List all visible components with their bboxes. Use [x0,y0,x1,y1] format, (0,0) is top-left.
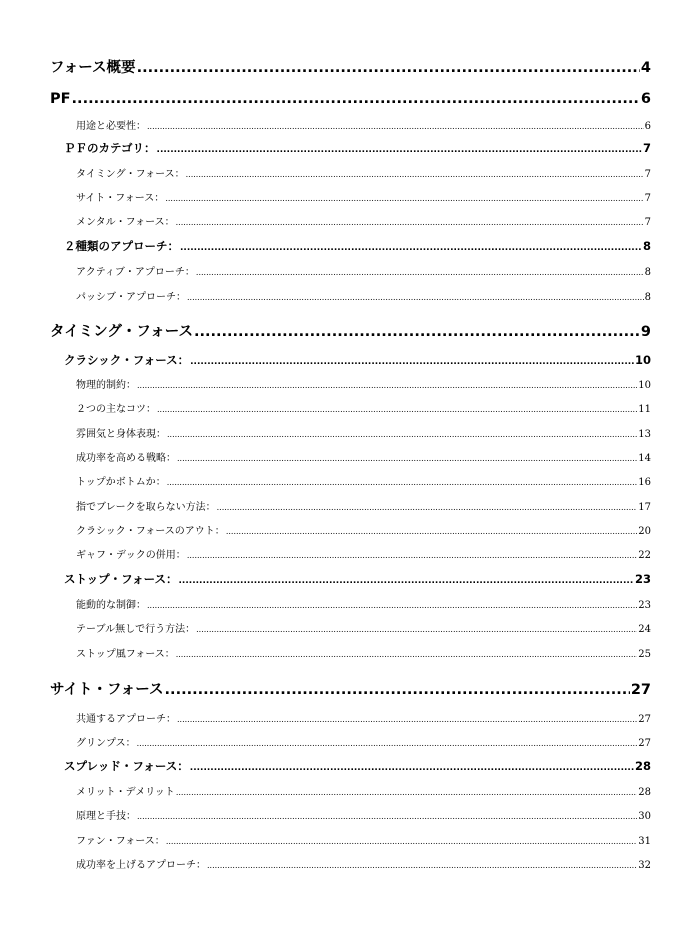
toc-entry-title: 用途と必要性： [76,121,146,132]
toc-entry-page-number: 24 [638,624,651,635]
toc-entry-level-3[interactable] [76,522,651,537]
toc-entry-page-number: 7 [644,169,651,180]
toc-entry-page-number: 6 [644,121,651,132]
toc-entry-level-3[interactable] [76,807,651,822]
toc-entry-level-3[interactable] [76,546,651,561]
toc-entry-level-3[interactable] [76,856,651,871]
toc-entry-title: 原理と手技： [76,811,136,822]
toc-entry-title: ストップ・フォース： [64,572,178,586]
toc-entry-page-number: 22 [638,550,651,561]
dot-leader [196,268,644,277]
toc-entry-page-number: 4 [640,60,651,76]
toc-entry-page-number: 20 [638,526,651,537]
toc-entry-level-3[interactable] [76,400,651,415]
toc-entry-page-number: 17 [638,502,651,513]
toc-entry-page-number: 25 [638,649,651,660]
dot-leader [207,861,637,870]
toc-entry-level-3[interactable] [76,596,651,611]
toc-entry-title: 物理的制約： [76,380,136,391]
dot-leader [165,194,643,203]
toc-entry-level-3[interactable] [76,376,651,391]
toc-entry-level-3[interactable] [76,832,651,847]
toc-entry-level-3[interactable] [76,263,651,278]
toc-entry-page-number: 30 [638,811,651,822]
toc-entry-title: パッシブ・アプローチ： [76,292,186,303]
toc-entry-title: トップかボトムか： [76,477,166,488]
toc-entry-page-number: 23 [638,600,651,611]
toc-entry-page-number: 23 [634,572,651,586]
toc-entry-page-number: 8 [644,267,651,278]
toc-entry-title: 能動的な制御： [76,600,146,611]
toc-entry-page-number: 13 [638,429,651,440]
toc-entry-page-number: 32 [638,860,651,871]
toc-entry-page-number: 28 [638,787,651,798]
dot-leader [157,145,642,155]
toc-entry-level-3[interactable] [76,165,651,180]
dot-leader [176,788,637,797]
toc-entry-page-number: 8 [642,239,651,253]
dot-leader [194,324,640,340]
toc-entry-title: ファン・フォース： [76,836,165,847]
dot-leader [167,430,637,439]
toc-entry-level-3[interactable] [76,425,651,440]
toc-entry-title: ２つの主なコツ： [76,404,156,415]
toc-entry-level-1[interactable] [50,91,651,107]
toc-entry-title: テーブル無しで行う方法： [76,624,196,635]
toc-entry-title: PF [50,91,71,107]
dot-leader [179,576,634,586]
toc-entry-page-number: 10 [638,380,651,391]
dot-leader [165,682,630,698]
toc-entry-page-number: 27 [638,714,651,725]
toc-entry-title: サイト・フォース： [76,193,165,204]
toc-entry-level-1[interactable] [50,56,651,77]
toc-entry-title: スプレッド・フォース： [64,759,189,773]
dot-leader [186,170,644,179]
toc-entry-page-number: 10 [634,353,651,367]
toc-entry-level-1[interactable] [50,678,651,699]
toc-entry-title: クラシック・フォースのアウト： [76,526,225,537]
toc-entry-level-2[interactable] [64,238,651,254]
dot-leader [177,715,637,724]
toc-entry-page-number: 7 [644,217,651,228]
dot-leader [217,503,638,512]
toc-entry-title: フォース概要 [50,60,136,76]
toc-entry-level-3[interactable] [76,710,651,725]
toc-entry-page-number: 7 [642,141,651,155]
dot-leader [190,763,634,773]
toc-entry-page-number: 27 [630,682,651,698]
toc-entry-page-number: 8 [644,292,651,303]
dot-leader [137,381,637,390]
dot-leader [187,293,644,302]
toc-entry-page-number: 31 [638,836,651,847]
dot-leader [137,812,637,821]
dot-leader [180,243,642,253]
dot-leader [72,91,640,107]
toc-entry-level-3[interactable] [76,783,651,798]
dot-leader [190,357,634,367]
toc-entry-page-number: 28 [634,759,651,773]
toc-entry-level-3[interactable] [76,189,651,204]
dot-leader [167,478,638,487]
toc-entry-title: タイミング・フォース： [76,169,185,180]
dot-leader [157,405,637,414]
dot-leader [147,601,637,610]
toc-entry-title: ＰＦのカテゴリ： [64,141,156,155]
toc-entry-title: メリット・デメリット [76,787,175,798]
toc-entry-title: 成功率を上げるアプローチ： [76,860,206,871]
dot-leader [196,625,637,634]
toc-entry-title: 指でブレークを取らない方法： [76,502,216,513]
toc-entry-page-number: 7 [644,193,651,204]
dot-leader [226,527,637,536]
toc-entry-level-3[interactable] [76,734,651,749]
toc-entry-title: メンタル・フォース： [76,217,175,228]
dot-leader [176,218,644,227]
toc-entry-page-number: 11 [638,404,651,415]
toc-entry-level-1[interactable] [50,320,651,341]
toc-entry-level-3[interactable] [76,473,651,488]
toc-entry-title: 成功率を高める戦略： [76,453,176,464]
toc-entry-title: サイト・フォース [50,682,164,698]
dot-leader [177,454,637,463]
toc-entry-title: クラシック・フォース： [64,353,190,367]
toc-entry-level-3[interactable] [76,620,651,635]
toc-entry-page-number: 6 [640,91,651,107]
toc-entry-level-3[interactable] [76,645,651,660]
toc-entry-level-3[interactable] [76,449,651,464]
dot-leader [166,837,637,846]
toc-entry-title: ２種類のアプローチ： [64,239,179,253]
toc-entry-page-number: 9 [640,324,651,340]
toc-entry-title: 共通するアプローチ： [76,714,176,725]
toc-entry-level-3[interactable] [76,213,651,228]
toc-entry-page-number: 14 [638,453,651,464]
toc-entry-title: アクティブ・アプローチ： [76,267,195,278]
dot-leader [137,60,640,76]
toc-entry-level-3[interactable] [76,288,651,303]
toc-entry-title: ギャフ・デックの併用： [76,550,186,561]
toc-entry-level-2[interactable] [64,758,651,774]
toc-entry-title: グリンプス： [76,738,136,749]
toc-entry-level-3[interactable] [76,117,651,132]
dot-leader [137,739,638,748]
dot-leader [176,650,638,659]
toc-entry-title: 雰囲気と身体表現： [76,429,166,440]
dot-leader [187,551,637,560]
toc-entry-level-2[interactable] [64,140,651,156]
dot-leader [147,122,644,131]
toc-entry-page-number: 16 [638,477,651,488]
toc-entry-title: タイミング・フォース [50,324,193,340]
toc-entry-level-3[interactable] [76,498,651,513]
toc-entry-level-2[interactable] [64,571,651,587]
toc-entry-page-number: 27 [638,738,651,749]
toc-entry-level-2[interactable] [64,352,651,368]
toc-entry-title: ストップ風フォース： [76,649,175,660]
